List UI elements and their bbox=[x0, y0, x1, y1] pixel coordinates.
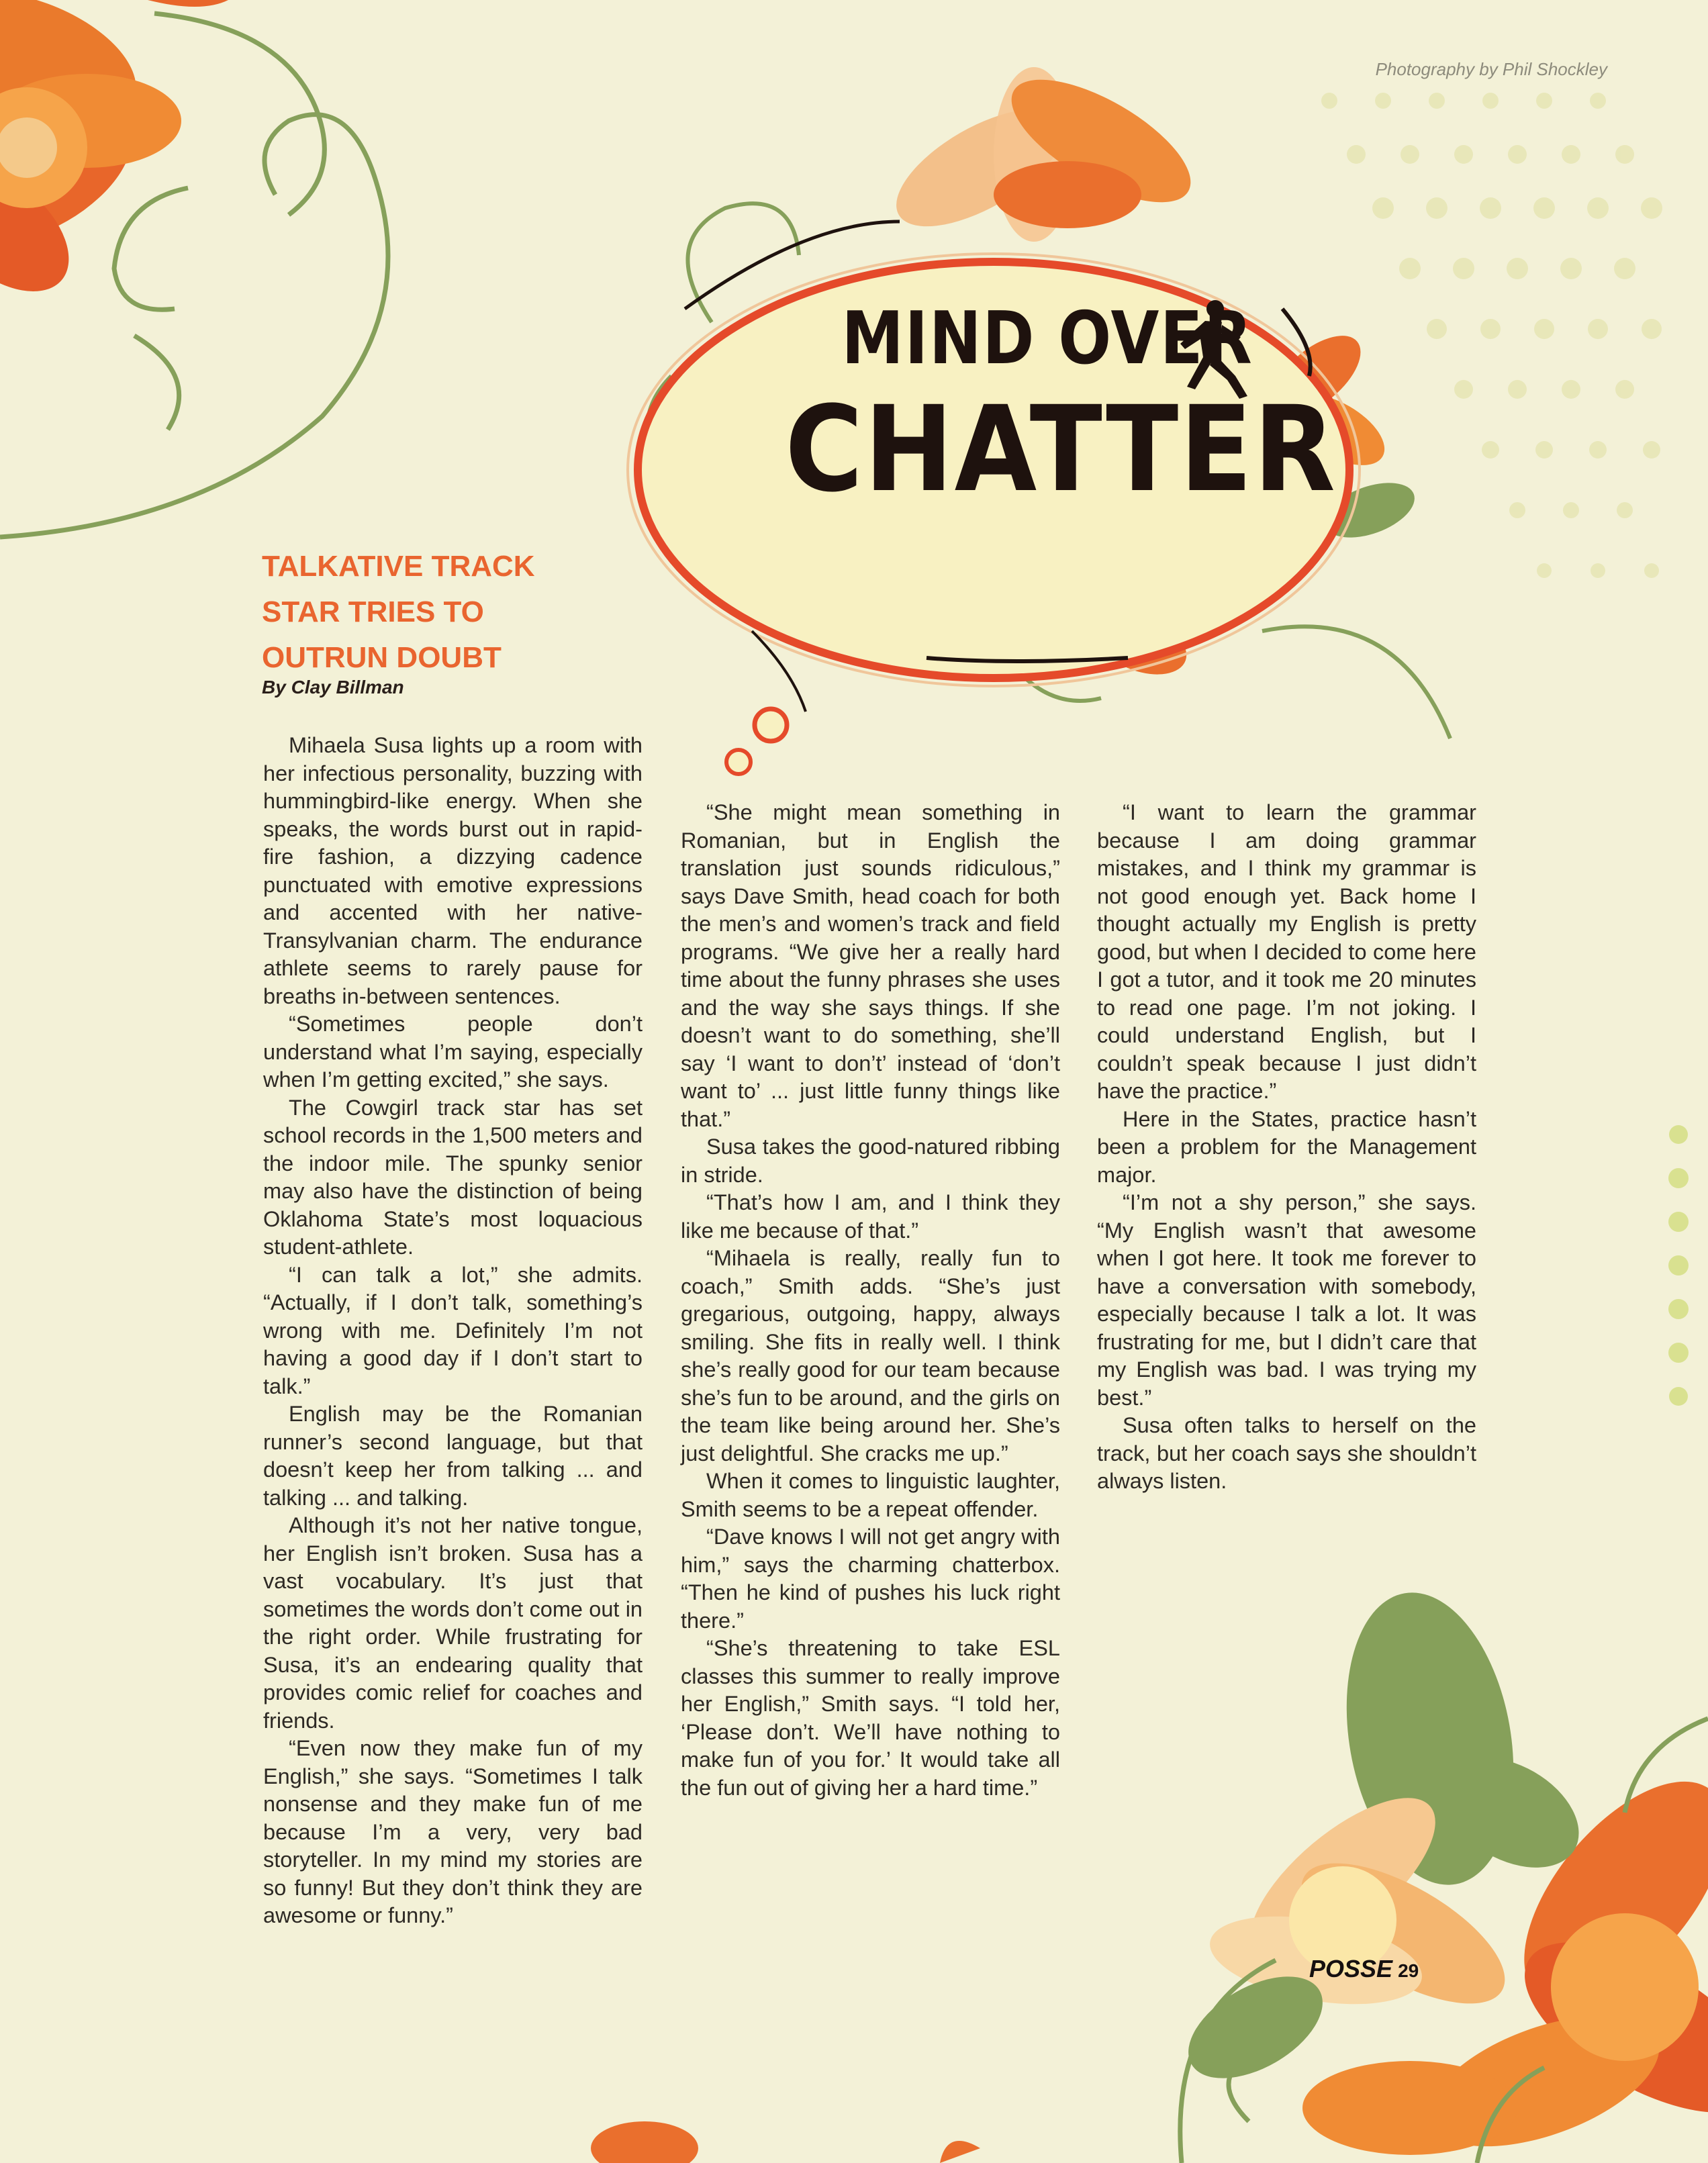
paragraph: Here in the States, practice hasn’t been a problem for the Management major. bbox=[1097, 1106, 1476, 1187]
paragraph: Mihaela Susa lights up a room with her infectious personality, buzzing with hummingbird-like energy. When she speaks, the words burst out in rapid-fire fashion, a dizzying cadence punctuated with emotive expressions and accented with her native-Transylvanian charm. The endurance athlete seems to rarely pause for breaths in-between sentences. bbox=[263, 733, 643, 1008]
byline: By Clay Billman bbox=[262, 677, 404, 698]
paragraph: Susa takes the good-natured ribbing in stride. bbox=[681, 1135, 1060, 1187]
paragraph: “I can talk a lot,” she admits. “Actually, if I don’t talk, something’s wrong with me. Definitely I’m not having a good day if I don’t start to talk.” bbox=[263, 1262, 643, 1398]
page-number: 29 bbox=[1398, 1960, 1419, 1981]
paragraph: Although it’s not her native tongue, her English isn’t broken. Susa has a vast vocabulary. It’s just that sometimes the words don’t come out in the right order. While frustrating for Susa, it’s an endearing quality that provides comic relief for coaches and friends. bbox=[263, 1513, 643, 1733]
paragraph: “Dave knows I will not get angry with him,” says the charming chatterbox. “Then he kind of pushes his luck right there.” bbox=[681, 1525, 1060, 1633]
magazine-logo: POSSE bbox=[1309, 1955, 1393, 1982]
text-column-1 bbox=[263, 732, 643, 1930]
paragraph: “I’m not a shy person,” she says. “My English wasn’t that awesome when I got here. It took me forever to have a conversation with somebody, especially because I talk a lot. It was frustrating for me, but I didn’t care that my English was bad. I was trying my best.” bbox=[1097, 1190, 1476, 1410]
paragraph: Susa often talks to herself on the track, but her coach says she shouldn’t always listen. bbox=[1097, 1413, 1476, 1493]
paragraph: “She’s threatening to take ESL classes this summer to really improve her English,” Smith says. “I told her, ‘Please don’t. We’ll have nothing to make fun of you for.’ It would take all the fun out of giving her a hard time.” bbox=[681, 1636, 1060, 1800]
paragraph: When it comes to linguistic laughter, Smith seems to be a repeat offender. bbox=[681, 1469, 1060, 1521]
article-headline: TALKATIVE TRACK STAR TRIES TO OUTRUN DOUBT bbox=[262, 550, 535, 674]
paragraph: “Sometimes people don’t understand what I’m saying, especially when I’m getting excited,” she says. bbox=[263, 1012, 643, 1092]
paragraph: The Cowgirl track star has set school records in the 1,500 meters and the indoor mile. The spunky senior may also have the distinction of being Oklahoma State’s most loquacious student-athlete. bbox=[263, 1095, 643, 1259]
page-footer bbox=[1309, 1955, 1419, 1983]
paragraph: English may be the Romanian runner’s second language, but that doesn’t keep her from talking ... and talking ... and talking. bbox=[263, 1402, 643, 1510]
paragraph: “Mihaela is really, really fun to coach,” Smith adds. “She’s just gregarious, outgoing, happy, always smiling. She fits in really well. I think she’s really good for our team because she’s fun to be around, and the girls on the team like being around her. She’s just delightful. She cracks me up.” bbox=[681, 1246, 1060, 1465]
text-column-3 bbox=[1097, 799, 1476, 1496]
title-line-2: CHATTER bbox=[785, 381, 1337, 518]
paragraph: “That’s how I am, and I think they like me because of that.” bbox=[681, 1190, 1060, 1243]
paragraph: “She might mean something in Romanian, but in English the translation just sounds ridiculous,” says Dave Smith, head coach for both the men’s and women’s track and field programs. “We give her a really hard time about the funny phrases she uses and the way she says things. If she doesn’t want to do something, she’ll say ‘I want to don’t’ instead of ‘don’t want to’ ... just little funny things like that.” bbox=[681, 800, 1060, 1131]
paragraph: “Even now they make fun of my English,” she says. “Sometimes I talk nonsense and they make fun of me because I’m a very, very bad storyteller. In my mind my stories are so funny! But they don’t think they are awesome or funny.” bbox=[263, 1736, 643, 1927]
title-line-1: MIND OVER bbox=[841, 297, 1253, 381]
paragraph: “I want to learn the grammar because I am doing grammar mistakes, and I think my grammar is not good enough yet. Back home I thought actually my English is pretty good, but when I decided to come here I got a tutor, and it took me 20 minutes to read one page. I’m not joking. I could understand English, but I couldn’t speak because I just didn’t have the practice.” bbox=[1097, 800, 1476, 1103]
text-column-2 bbox=[681, 799, 1060, 1802]
right-edge-dots bbox=[1668, 1125, 1689, 1406]
article-title bbox=[712, 295, 1383, 517]
photo-credit: Photography by Phil Shockley bbox=[1375, 59, 1607, 79]
